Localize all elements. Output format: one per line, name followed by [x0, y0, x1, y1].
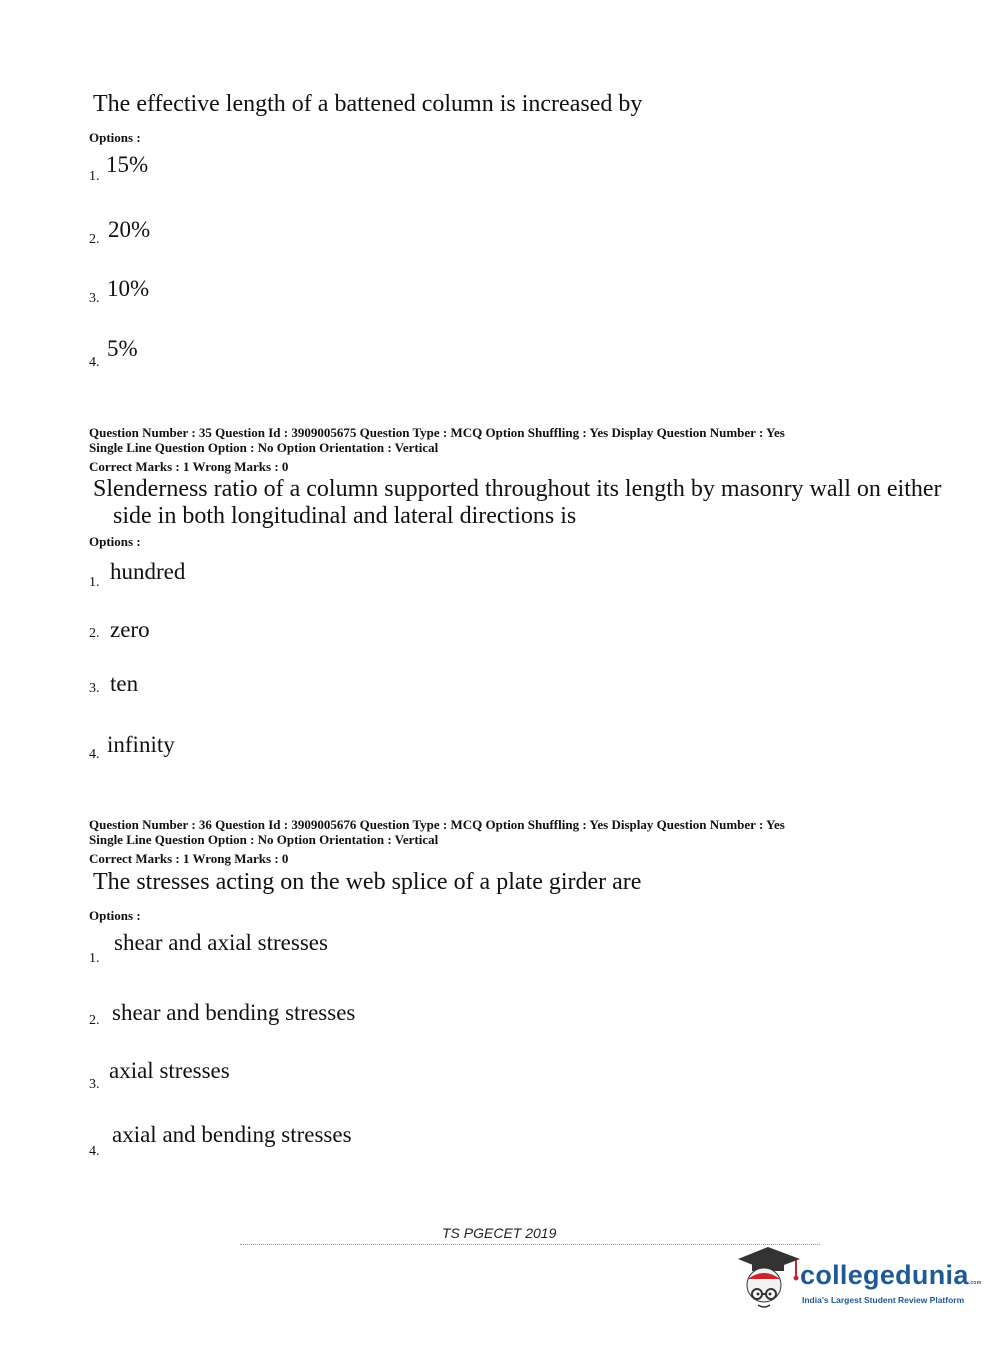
footer-exam-name: TS PGECET 2019 [442, 1225, 557, 1241]
question-34-text: The effective length of a battened column is increased by [93, 91, 643, 117]
q36-option-3-text: axial stresses [109, 1058, 230, 1083]
footer-divider [240, 1244, 820, 1245]
q35-option-3-number: 3. [89, 681, 100, 696]
q35-option-4-number: 4. [89, 747, 100, 762]
question-35-text-line-1: Slenderness ratio of a column supported throughout its length by masonry wall on either [93, 476, 942, 502]
q35-option-3-text: ten [110, 671, 139, 696]
q34-option-3-text: 10% [107, 276, 150, 301]
q36-option-4-number: 4. [89, 1144, 100, 1159]
logo-wordmark [800, 1260, 982, 1291]
q35-option-1-number: 1. [89, 575, 100, 590]
question-35-meta-line-2: Single Line Question Option : No Option Orientation : Vertical [89, 440, 439, 455]
q36-option-4-text: axial and bending stresses [112, 1122, 352, 1147]
q35-option-2-text: zero [110, 617, 150, 642]
question-35-meta-line-1: Question Number : 35 Question Id : 3909005675 Question Type : MCQ Option Shuffling : Yes Display Question Number : Yes [89, 425, 785, 440]
q34-option-1-text: 15% [106, 152, 149, 177]
q36-option-2-number: 2. [89, 1013, 100, 1028]
logo-name: collegedunia [800, 1260, 969, 1290]
q36-option-1-text: shear and axial stresses [114, 930, 328, 955]
q34-option-4-text: 5% [107, 336, 138, 361]
question-36-marks: Correct Marks : 1 Wrong Marks : 0 [89, 851, 289, 866]
q34-option-2-number: 2. [89, 232, 100, 247]
question-36-text: The stresses acting on the web splice of a plate girder are [93, 869, 642, 895]
question-35-options-label: Options : [89, 534, 141, 549]
q34-option-4-number: 4. [89, 355, 100, 370]
q35-option-1-text: hundred [110, 559, 186, 584]
q35-option-4-text: infinity [107, 732, 175, 757]
q34-option-2-text: 20% [108, 217, 151, 242]
q34-option-1-number: 1. [89, 169, 100, 184]
logo-suffix: .com [968, 1280, 982, 1286]
question-34-options-label: Options : [89, 130, 141, 145]
q35-option-2-number: 2. [89, 626, 100, 641]
q36-option-2-text: shear and bending stresses [112, 1000, 356, 1025]
q36-option-3-number: 3. [89, 1077, 100, 1092]
question-35-text-line-2: side in both longitudinal and lateral directions is [113, 503, 577, 529]
question-35-marks: Correct Marks : 1 Wrong Marks : 0 [89, 459, 289, 474]
collegedunia-logo [738, 1245, 982, 1315]
question-36-meta-line-2: Single Line Question Option : No Option Orientation : Vertical [89, 832, 439, 847]
logo-tagline: India's Largest Student Review Platform [802, 1295, 965, 1305]
q34-option-3-number: 3. [89, 291, 100, 306]
q36-option-1-number: 1. [89, 951, 100, 966]
question-36-options-label: Options : [89, 908, 141, 923]
question-36-meta-line-1: Question Number : 36 Question Id : 3909005676 Question Type : MCQ Option Shuffling : Yes Display Question Number : Yes [89, 817, 785, 832]
mascot-icon [738, 1245, 802, 1315]
